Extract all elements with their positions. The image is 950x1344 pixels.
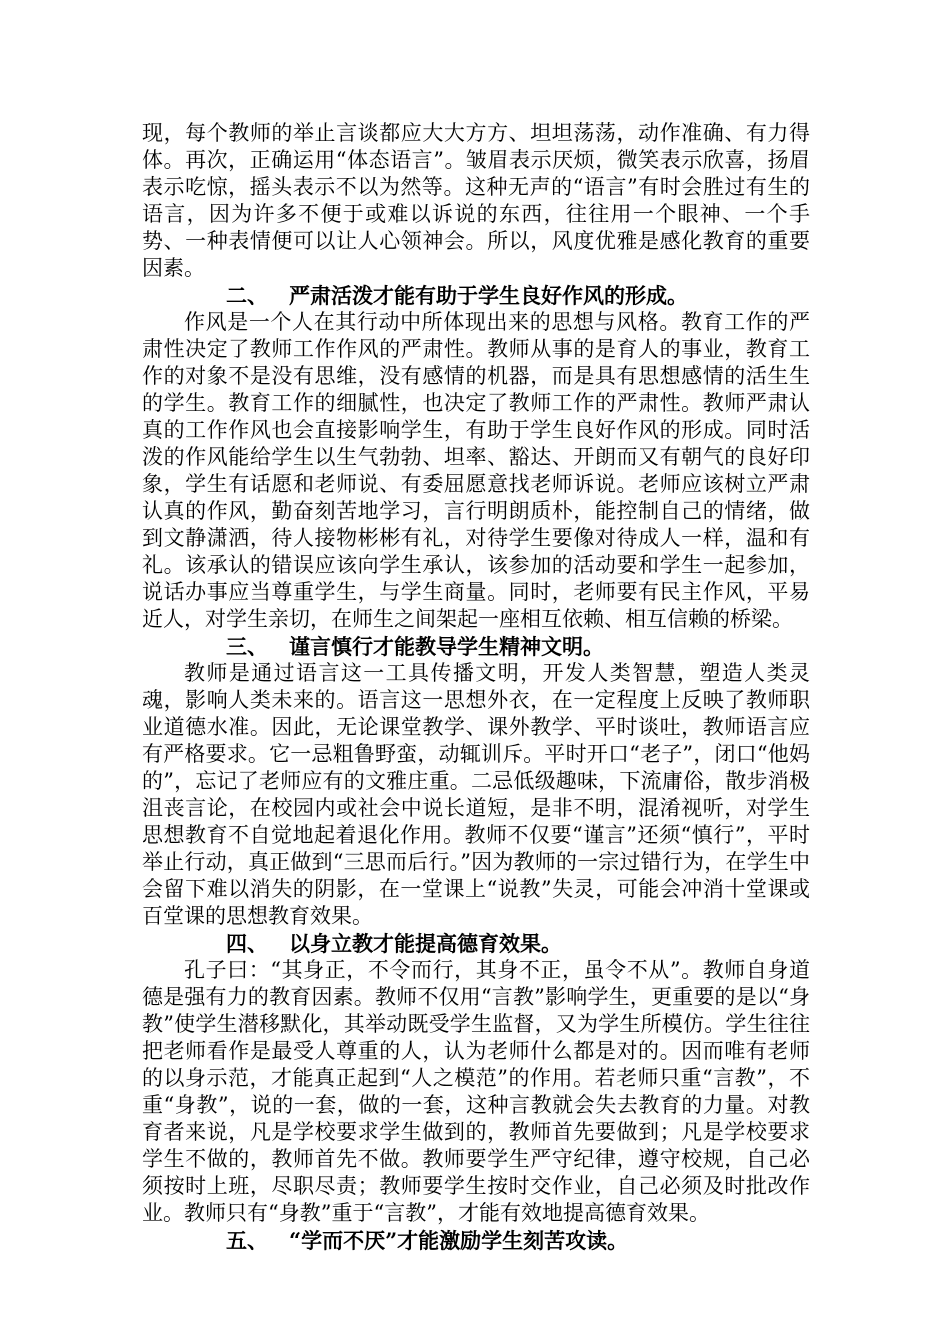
body-paragraph: 现，每个教师的举止言谈都应大大方方、坦坦荡荡，动作准确、有力得体。再次，正确运用“体态语言”。皱眉表示厌烦，微笑表示欣喜，扬眉表示吃惊，摇头表示不以为然等。这种无声的“语言”有时会胜过有生的语言，因为许多不便于或难以诉说的东西，往往用一个眼神、一个手势、一种表情便可以让人心领神会。所以，风度优雅是感化教育的重要因素。 (142, 121, 810, 280)
body-paragraph: 孔子曰：“其身正，不令而行，其身不正，虽令不从”。教师自身道德是强有力的教育因素。教师不仅用“言教”影响学生，更重要的是以“身教”使学生潜移默化，其举动既受学生监督，又为学生所模仿。学生往往把老师看作是最受人尊重的人，认为老师什么都是对的。因而唯有老师的以身示范，才能真正起到“人之模范”的作用。若老师只重“言教”，不重“身教”，说的一套，做的一套，这种言教就会失去教育的力量。对教育者来说，凡是学校要求学生做到的，教师首先要做到；凡是学校要求学生不做的，教师首先不做。教师要学生严守纪律，遵守校规，自己必须按时上班，尽职尽责；教师要学生按时交作业，自己必须及时批改作业。教师只有“身教”重于“言教”，才能有效地提高德育效果。 (142, 958, 810, 1225)
section-title: 以身立教才能提高德育效果。 (289, 931, 562, 956)
section-heading (142, 1227, 810, 1254)
section-heading (142, 633, 810, 660)
body-paragraph: 作风是一个人在其行动中所体现出来的思想与风格。教育工作的严肃性决定了教师工作作风的严肃性。教师从事的是育人的事业，教育工作的对象不是没有思维，没有感情的机器，而是具有思想感情的活生生的学生。教育工作的细腻性，也决定了教师工作的严肃性。教师严肃认真的工作作风也会直接影响学生，有助于学生良好作风的形成。同时活泼的作风能给学生以生气勃勃、坦率、豁达、开朗而又有朝气的良好印象，学生有话愿和老师说、有委屈愿意找老师诉说。老师应该树立严肃认真的作风，勤奋刻苦地学习，言行明朗质朴，能控制自己的情绪，做到文静潇洒，待人接物彬彬有礼，对待学生要像对待成人一样，温和有礼。该承认的错误应该向学生承认，该参加的活动要和学生一起参加，说话办事应当尊重学生，与学生商量。同时，老师要有民主作风，平易近人，对学生亲切，在师生之间架起一座相互依赖、相互信赖的桥梁。 (142, 310, 810, 631)
section-title: “学而不厌”才能激励学生刻苦攻读。 (289, 1228, 629, 1253)
section-title: 严肃活泼才能有助于学生良好作风的形成。 (289, 283, 688, 308)
section-number: 三、 (226, 634, 268, 659)
section-heading (142, 282, 810, 309)
section-number: 二、 (226, 283, 268, 308)
section-title: 谨言慎行才能教导学生精神文明。 (289, 634, 604, 659)
section-number: 五、 (226, 1228, 268, 1253)
document-page (142, 120, 810, 1254)
section-heading (142, 930, 810, 957)
body-paragraph: 教师是通过语言这一工具传播文明，开发人类智慧，塑造人类灵魂，影响人类未来的。语言这一思想外衣，在一定程度上反映了教师职业道德水准。因此，无论课堂教学、课外教学、平时谈吐，教师语言应有严格要求。它一忌粗鲁野蛮，动辄训斥。平时开口“老子”，闭口“他妈的”，忘记了老师应有的文雅庄重。二忌低级趣味，下流庸俗，散步消极沮丧言论，在校园内或社会中说长道短，是非不明，混淆视听，对学生思想教育不自觉地起着退化作用。教师不仅要“谨言”还须“慎行”，平时举止行动，真正做到“三思而后行。”因为教师的一宗过错行为，在学生中会留下难以消失的阴影，在一堂课上“说教”失灵，可能会冲消十堂课或百堂课的思想教育效果。 (142, 661, 810, 928)
section-number: 四、 (226, 931, 268, 956)
